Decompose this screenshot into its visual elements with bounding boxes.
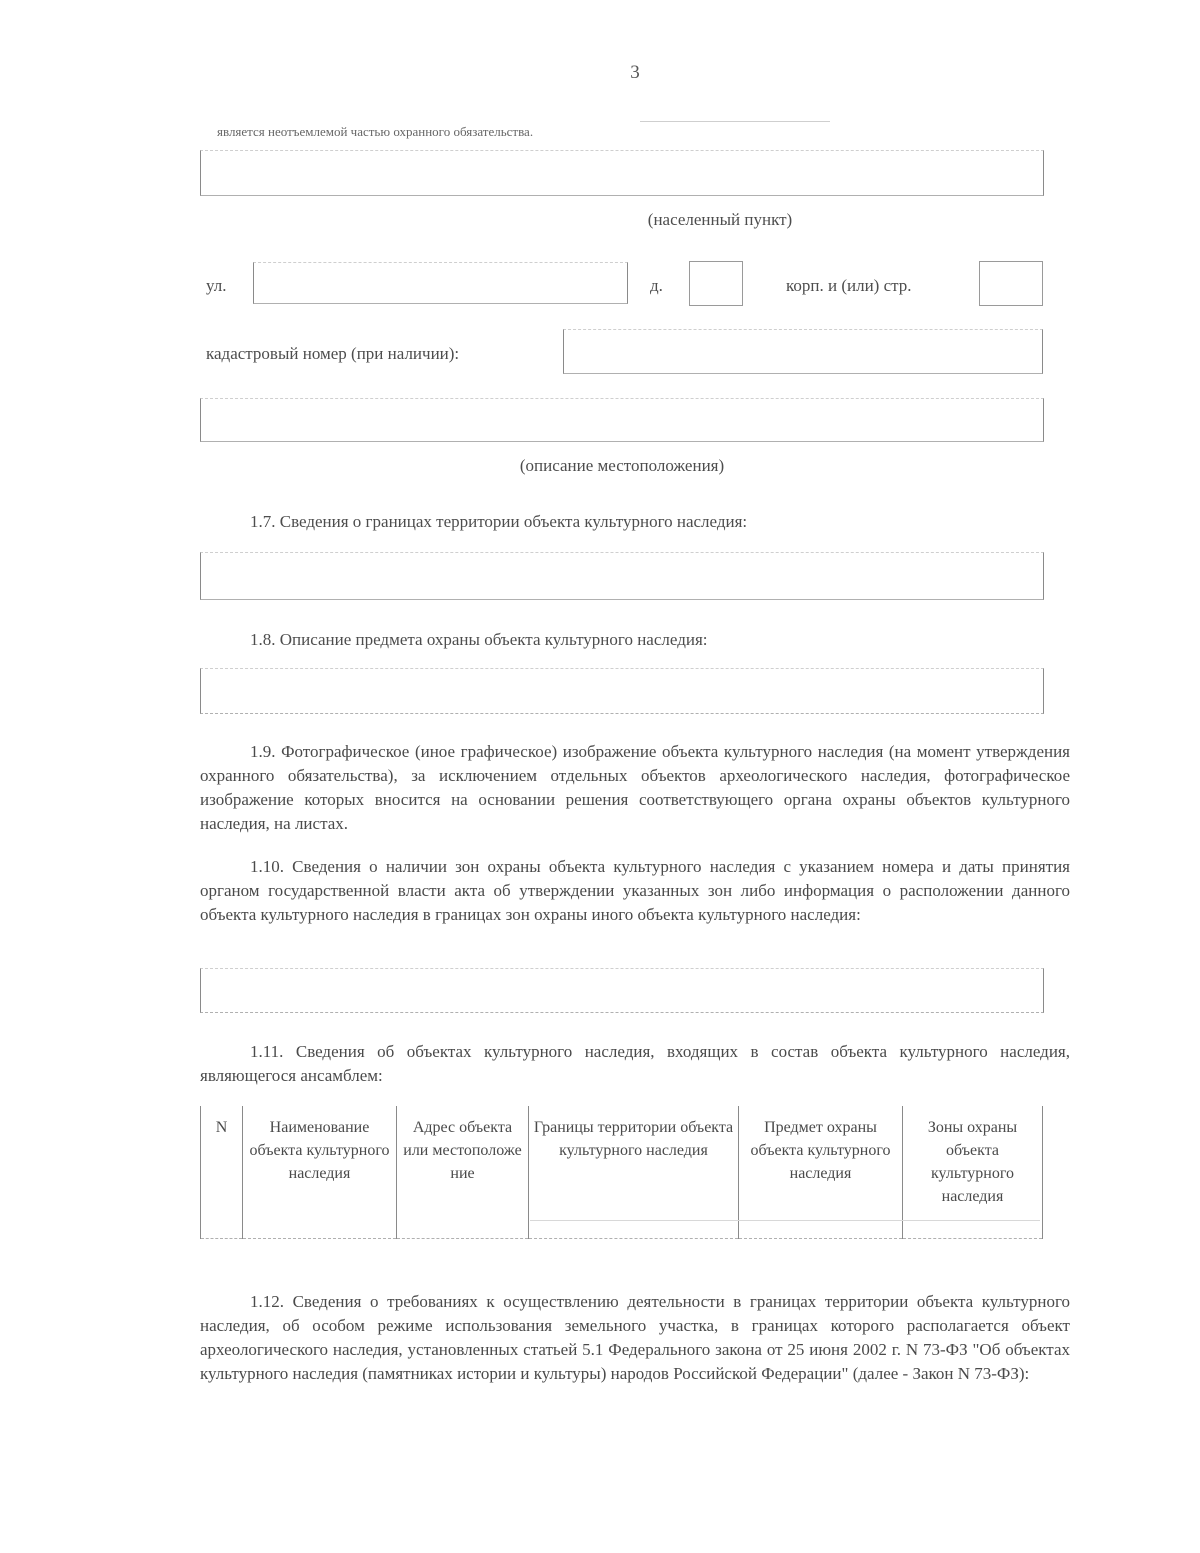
section-1-9-text: 1.9. Фотографическое (иное графическое) изображение объекта культурного наследия (на момент утверждения охранного обязательства), за исключением отдельных объектов археологического наследия, фотографическое изображение которых вносится на основании решения соответствующего органа охраны объектов культурного наследия, на листах.	[200, 742, 1070, 833]
street-label: ул.	[206, 276, 227, 295]
section-1-12-paragraph	[200, 1290, 1070, 1386]
scan-line	[640, 121, 830, 122]
building-label: корп. и (или) стр.	[786, 276, 912, 295]
settlement-field[interactable]	[200, 150, 1044, 196]
table-row-divider	[530, 1220, 1040, 1221]
section-1-9-paragraph	[200, 740, 1070, 836]
section-1-11-paragraph	[200, 1040, 1070, 1088]
cadastral-field[interactable]	[563, 329, 1043, 374]
section-1-8-heading: 1.8. Описание предмета охраны объекта культурного наследия:	[250, 630, 708, 649]
col-header-number: N	[201, 1106, 243, 1238]
section-1-11-text: 1.11. Сведения об объектах культурного наследия, входящих в состав объекта культурного наследия, являющегося ансамблем:	[200, 1042, 1070, 1085]
location-description-field[interactable]	[200, 398, 1044, 442]
col-header-address: Адрес объекта или местоположе ние	[397, 1106, 529, 1238]
col-header-name: Наименование объекта культурного наследия	[243, 1106, 397, 1238]
section-1-7-heading: 1.7. Сведения о границах территории объекта культурного наследия:	[250, 512, 748, 531]
location-description-caption: (описание местоположения)	[519, 456, 725, 475]
page-number: 3	[630, 62, 640, 83]
section-1-12-text: 1.12. Сведения о требованиях к осуществлению деятельности в границах территории объекта культурного наследия, об особом режиме использования земельного участка, в границах которого располагается объект археологического наследия, установленных статьей 5.1 Федерального закона от 25 июня 2002 г. N 73-ФЗ "Об объектах культурного наследия (памятниках истории и культуры) народов Российской Федерации" (далее - Закон N 73-ФЗ):	[200, 1292, 1070, 1383]
protection-zones-field[interactable]	[200, 968, 1044, 1013]
section-1-10-paragraph	[200, 855, 1070, 927]
intro-line: является неотъемлемой частью охранного обязательства.	[217, 124, 534, 139]
section-1-10-text: 1.10. Сведения о наличии зон охраны объекта культурного наследия с указанием номера и даты принятия органом государственной власти акта об утверждении указанных зон либо информация о расположении данного объекта культурного наследия в границах зон охраны иного объекта культурного наследия:	[200, 857, 1070, 924]
table-header-row	[201, 1106, 1043, 1238]
street-field[interactable]	[253, 262, 628, 304]
settlement-caption: (населенный пункт)	[647, 210, 793, 229]
house-field[interactable]	[689, 261, 743, 306]
ensemble-table	[200, 1106, 1043, 1239]
cadastral-label: кадастровый номер (при наличии):	[206, 344, 460, 363]
territory-boundaries-field[interactable]	[200, 552, 1044, 600]
col-header-protection-subject: Предмет охраны объекта культурного наследия	[739, 1106, 903, 1238]
building-field[interactable]	[979, 261, 1043, 306]
house-label: д.	[650, 276, 663, 295]
col-header-protection-zones: Зоны охраны объекта культурного наследия	[903, 1106, 1043, 1238]
protection-subject-field[interactable]	[200, 668, 1044, 714]
col-header-boundaries: Границы территории объекта культурного наследия	[529, 1106, 739, 1238]
